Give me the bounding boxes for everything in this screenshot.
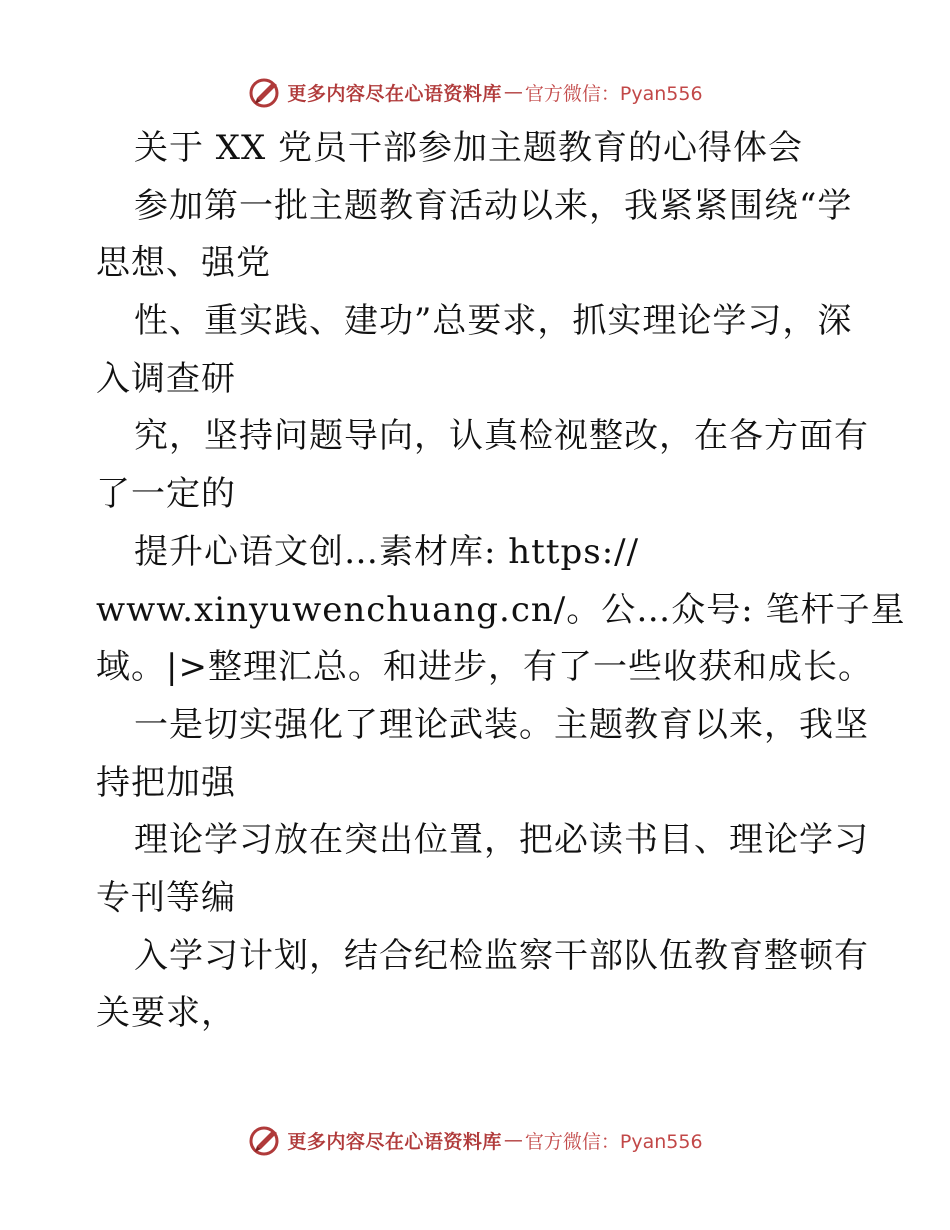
banner-contact: 官方微信：Pyan556 [524,1130,703,1153]
text-line: 提升心语文创…素材库: https:// [134,531,640,572]
banner-text: 更多内容尽在心语资料库 [287,1130,502,1153]
banner-separator: — [503,81,523,103]
pen-logo-icon [247,74,283,110]
text-line: 域。|>整理汇总。和进步，有了一些收获和成长。 [96,647,873,688]
document-body [96,120,906,1043]
header-banner [0,70,950,114]
text-line: 理论学习放在突出位置，把必读书目、理论学习 [134,820,869,861]
document-title: 关于 XX 党员干部参加主题教育的心得体会 [134,128,804,168]
text-line: 究，坚持问题导向，认真检视整改，在各方面有 [134,416,869,457]
banner-separator: — [503,1129,523,1151]
text-line: 一是切实强化了理论武装。主题教育以来，我坚 [134,704,869,745]
text-line: 思想、强党 [96,243,271,284]
text-line: 了一定的 [96,474,236,515]
footer-banner [0,1118,950,1162]
text-line: 持把加强 [96,762,236,803]
text-line: 关要求， [96,993,236,1034]
pen-logo-icon [247,1122,283,1158]
text-line: 入学习计划，结合纪检监察干部队伍教育整顿有 [134,935,869,976]
text-line: www.xinyuwenchuang.cn/。公…众号: 笔杆子星 [96,589,906,630]
text-line: 专刊等编 [96,877,236,918]
text-line: 参加第一批主题教育活动以来，我紧紧围绕“学 [134,185,853,226]
text-line: 入调查研 [96,358,236,399]
banner-text: 更多内容尽在心语资料库 [287,82,502,105]
text-line: 性、重实践、建功”总要求，抓实理论学习，深 [134,301,853,342]
banner-contact: 官方微信：Pyan556 [524,82,703,105]
